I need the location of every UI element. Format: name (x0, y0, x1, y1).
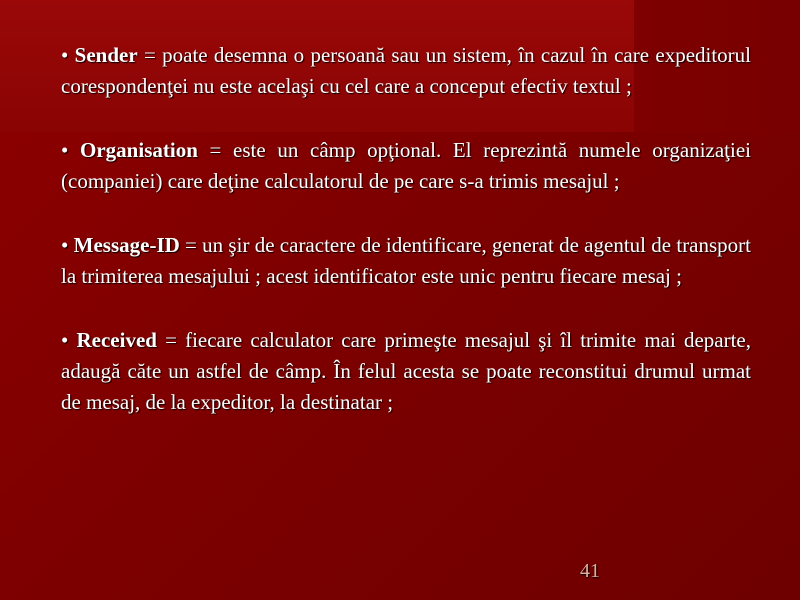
paragraph-sender (61, 40, 751, 102)
definition-message-id: = un şir de caractere de identificare, generat de agentul de transport la trimiterea mesajului ; acest identificator este unic pentru fiecare mesaj ; (61, 233, 752, 288)
definition-organisation: = este un câmp opţional. El reprezintă numele organizaţiei (companiei) care deţine calculatorul de pe care s-a trimis mesajul ; (61, 138, 751, 193)
bullet-marker: • (61, 43, 69, 67)
term-received: Received (76, 328, 157, 352)
term-sender: Sender (74, 43, 138, 67)
bullet-marker: • (61, 328, 69, 352)
slide-content (61, 40, 751, 451)
term-organisation: Organisation (80, 138, 198, 162)
definition-sender: = poate desemna o persoană sau un sistem, în cazul în care expeditorul corespondenţei nu este acelaşi cu cel care a conceput efectiv textul ; (61, 43, 752, 98)
page-number: 41 (580, 560, 600, 582)
paragraph-received (61, 325, 751, 418)
term-message-id: Message-ID (73, 233, 180, 257)
definition-received: = fiecare calculator care primeşte mesajul şi îl trimite mai departe, adaugă căte un astfel de câmp. În felul acesta se poate reconstitui drumul urmat de mesaj, de la expeditor, la destinatar ; (61, 328, 751, 414)
paragraph-message-id (61, 230, 751, 292)
paragraph-organisation (61, 135, 751, 197)
bullet-marker: • (61, 233, 69, 257)
bullet-marker: • (61, 138, 69, 162)
